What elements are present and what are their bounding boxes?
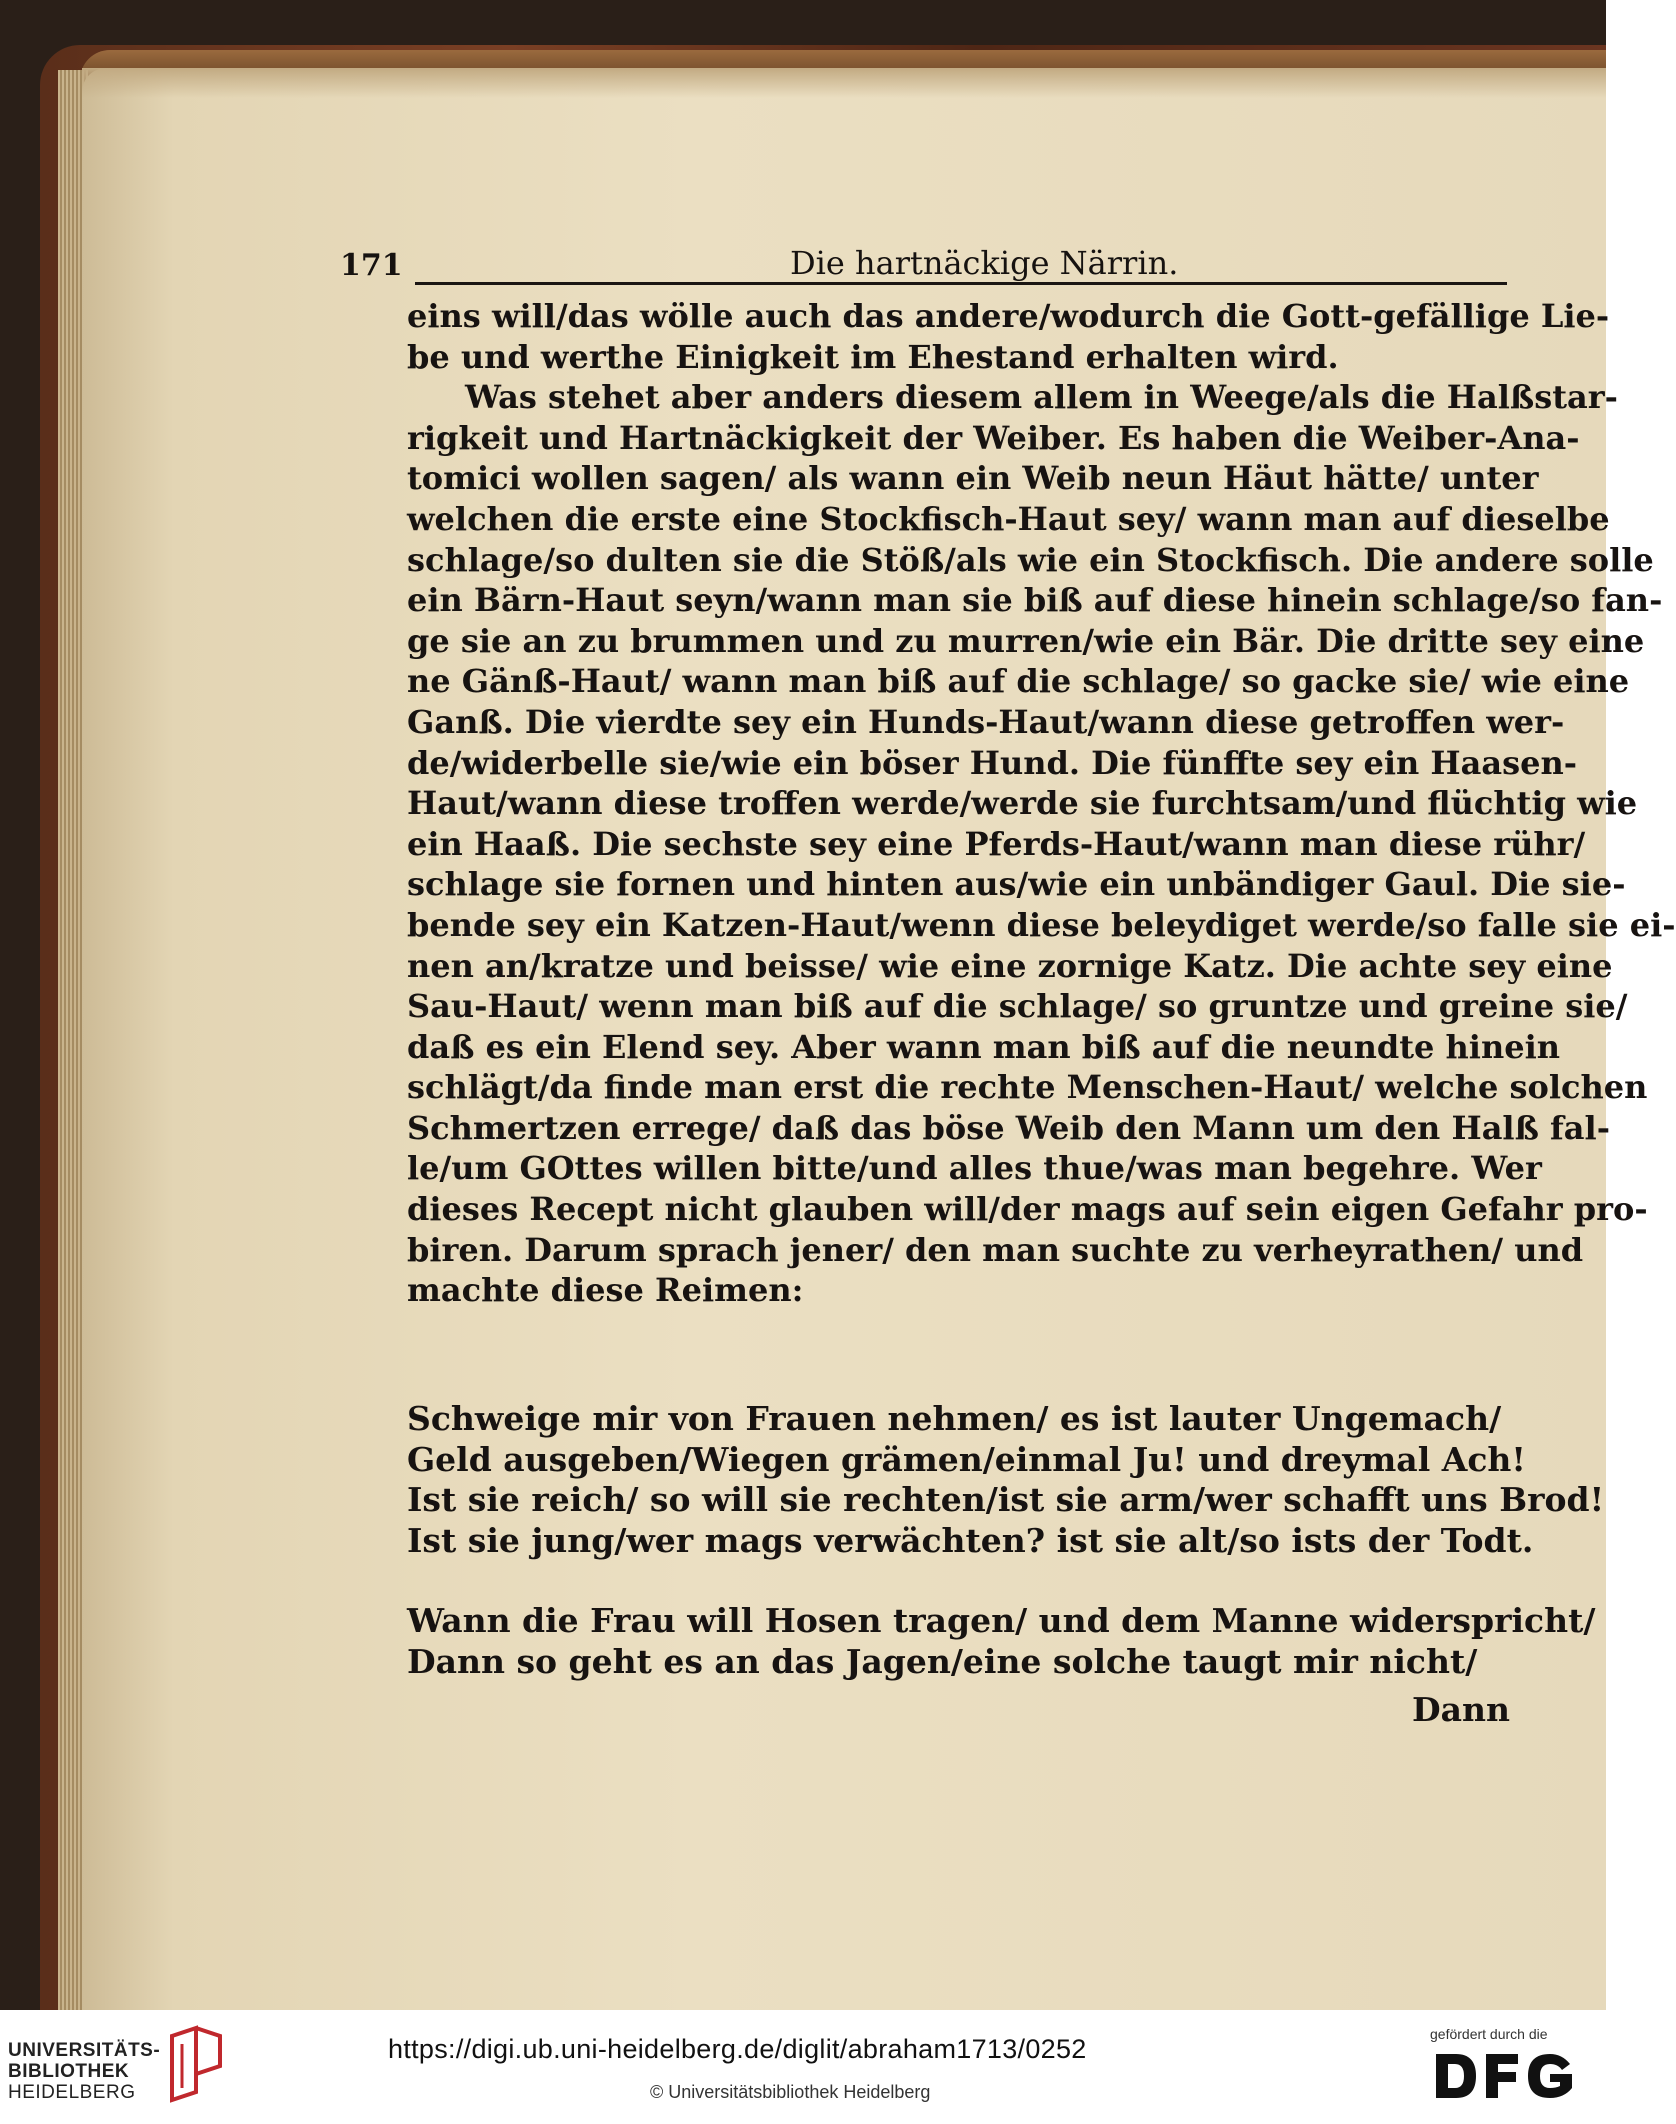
- text-line: Sau-Haut/ wenn man biß auf die schlage/ so gruntze und greine sie/: [407, 987, 1628, 1026]
- verse-line: Wann die Frau will Hosen tragen/ und dem Manne widerspricht/: [407, 1601, 1596, 1640]
- text-line: welchen die erste eine Stockfisch-Haut sey/ wann man auf dieselbe: [407, 499, 1610, 538]
- text-line: daß es ein Elend sey. Aber wann man biß auf die neundte hinein: [407, 1027, 1560, 1066]
- text-line: de/widerbelle sie/wie ein böser Hund. Die fünffte sey ein Haasen-: [407, 743, 1578, 782]
- page-number: 171: [340, 248, 403, 283]
- verse-line: Ist sie reich/ so will sie rechten/ist sie arm/wer schafft uns Brod!: [407, 1480, 1605, 1520]
- catchword: Dann: [1412, 1690, 1510, 1729]
- running-head: Die hartnäckige Närrin.: [790, 244, 1179, 282]
- text-line: ge sie an zu brummen und zu murren/wie ein Bär. Die dritte sey eine: [407, 621, 1645, 660]
- copyright-notice: © Universitätsbibliothek Heidelberg: [650, 2082, 931, 2102]
- viewer-footer: [0, 2010, 1606, 2124]
- text-line: rigkeit und Hartnäckigkeit der Weiber. Es haben die Weiber-Ana-: [407, 418, 1580, 457]
- text-line: Haut/wann diese troffen werde/werde sie furchtsam/und flüchtig wie: [407, 784, 1638, 823]
- text-line: Schmertzen errege/ daß das böse Weib den Mann um den Halß fal-: [407, 1108, 1610, 1147]
- library-logo-text[interactable]: [8, 2040, 160, 2103]
- library-name-line-3: HEIDELBERG: [8, 2082, 136, 2103]
- text-line: schlägt/da finde man erst die rechte Menschen-Haut/ welche solchen: [407, 1068, 1648, 1107]
- library-name-line-1: UNIVERSITÄTS-: [8, 2040, 161, 2061]
- text-line: le/um GOttes willen bitte/und alles thue/was man begehre. Wer: [407, 1149, 1542, 1188]
- verse-line: Dann so geht es an das Jagen/eine solche taugt mir nicht/: [407, 1641, 1478, 1681]
- text-line: ein Haaß. Die sechste sey eine Pferds-Haut/wann man diese rühr/: [407, 824, 1586, 863]
- header-rule: [415, 282, 1507, 285]
- verse-line: Ist sie jung/wer mags verwächten? ist sie alt/so ists der Todt.: [407, 1520, 1534, 1560]
- permalink-url[interactable]: https://digi.ub.uni-heidelberg.de/diglit/abraham1713/0252: [388, 2034, 1087, 2064]
- text-line: dieses Recept nicht glauben will/der mags auf sein eigen Gefahr pro-: [407, 1190, 1648, 1229]
- text-line: biren. Darum sprach jener/ den man suchte zu verheyrathen/ und: [407, 1230, 1584, 1269]
- verse-line: Geld ausgeben/Wiegen grämen/einmal Ju! und dreymal Ach!: [407, 1439, 1526, 1479]
- text-line: Ganß. Die vierdte sey ein Hunds-Haut/wann diese getroffen wer-: [407, 702, 1565, 741]
- text-line: eins will/das wölle auch das andere/wodurch die Gott-gefällige Lie-: [407, 297, 1610, 335]
- library-name-line-2: BIBLIOTHEK: [8, 2061, 130, 2082]
- body-text: [407, 296, 1676, 1311]
- text-line: bende sey ein Katzen-Haut/wenn diese beleydiget werde/so falle sie ei-: [407, 905, 1676, 944]
- text-line: machte diese Reimen:: [407, 1271, 804, 1310]
- dfg-logo-icon[interactable]: [1432, 2048, 1582, 2104]
- text-line: schlage sie fornen und hinten aus/wie ein unbändiger Gaul. Die sie-: [407, 865, 1626, 904]
- verse-stanza-2: [407, 1600, 1596, 1681]
- text-line: ne Gänß-Haut/ wann man biß auf die schlage/ so gacke sie/ wie eine: [407, 662, 1630, 701]
- verse-line: Schweige mir von Frauen nehmen/ es ist lauter Ungemach/: [407, 1399, 1502, 1438]
- text-line: tomici wollen sagen/ als wann ein Weib neun Häut hätte/ unter: [407, 459, 1539, 498]
- text-line: schlage/so dulten sie die Stöß/als wie ein Stockfisch. Die andere solle: [407, 540, 1654, 579]
- text-line: ein Bärn-Haut seyn/wann man sie biß auf diese hinein schlage/so fan-: [407, 581, 1663, 620]
- text-line: Was stehet aber anders diesem allem in Weege/als die Halßstar-: [465, 378, 1618, 417]
- funding-caption: gefördert durch die: [1430, 2026, 1548, 2042]
- verse-stanza-1: [407, 1398, 1605, 1560]
- text-line: be und werthe Einigkeit im Ehestand erhalten wird.: [407, 337, 1339, 376]
- text-line: nen an/kratze und beisse/ wie eine zornige Katz. Die achte sey eine: [407, 946, 1613, 985]
- library-logo-icon: [166, 2022, 226, 2102]
